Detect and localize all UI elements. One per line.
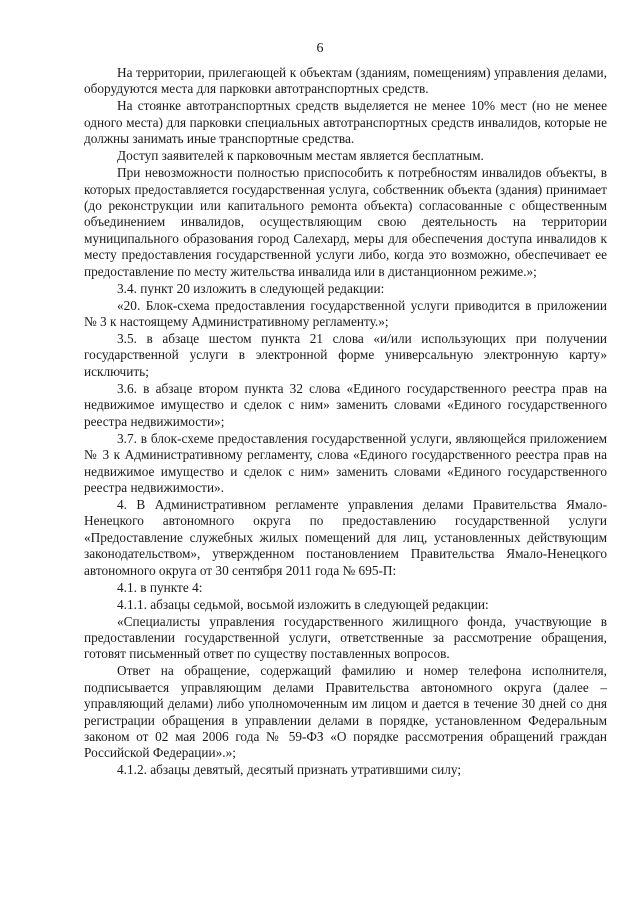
paragraph: «20. Блок-схема предоставления государственной услуги приводится в приложении № 3 к настоящему Административному регламенту.»; [84, 297, 607, 330]
paragraph: 3.7. в блок-схеме предоставления государственной услуги, являющейся приложением № 3 к Административному регламенту, слова «Единого государственного реестра прав на недвижимое имущество и сделок с ним» заменить словами «Единого государственного реестра недвижимости». [84, 430, 607, 495]
paragraph: 3.4. пункт 20 изложить в следующей редакции: [117, 280, 385, 296]
document-body [84, 65, 607, 779]
paragraph: 4.1.2. абзацы девятый, десятый признать утратившими силу; [117, 762, 462, 778]
paragraph: Ответ на обращение, содержащий фамилию и номер телефона исполнителя, подписывается управляющим делами Правительства автономного округа (далее – управляющий делами) либо уполномоченным им лицом и дается в течение 30 дней со дня регистрации обращения в управлении делами в порядке, установленном Федеральным законом от 02 мая 2006 года № 59-ФЗ «О порядке рассмотрения обращений граждан Российской Федерации».»; [84, 663, 607, 761]
paragraph: 4.1. в пункте 4: [117, 579, 203, 595]
page-number: 6 [316, 41, 324, 56]
paragraph: «Специалисты управления государственного жилищного фонда, участвующие в предоставлении государственной услуги, ответственные за рассмотрение обращения, готовят письменный ответ по существу поставленных вопросов. [84, 613, 607, 662]
paragraph: На стоянке автотранспортных средств выделяется не менее 10% мест (но не менее одного места) для парковки специальных автотранспортных средств инвалидов, которые не должны занимать иные транспортные средства. [84, 98, 607, 147]
paragraph: На территории, прилегающей к объектам (зданиям, помещениям) управления делами, оборудуются места для парковки автотранспортных средств. [84, 65, 607, 97]
paragraph: При невозможности полностью приспособить к потребностям инвалидов объекты, в которых предоставляется государственная услуга, собственник объекта (здания) принимает (до реконструкции или капитального ремонта объекта) согласованные с общественным объединением инвалидов, осуществляющим свою деятельность на территории муниципального образования город Салехард, меры для обеспечения доступа инвалидов к месту предоставления государственной услуги либо, когда это возможно, обеспечивает ее предоставление по месту жительства инвалида или в дистанционном режиме.»; [84, 165, 607, 279]
paragraph: Доступ заявителей к парковочным местам является бесплатным. [117, 148, 484, 164]
paragraph: 3.6. в абзаце втором пункта 32 слова «Единого государственного реестра прав на недвижимое имущество и сделок с ним» заменить словами «Единого государственного реестра недвижимости»; [84, 380, 607, 429]
paragraph: 4. В Административном регламенте управления делами Правительства Ямало-Ненецкого автономного округа по предоставлению государственной услуги «Предоставление служебных жилых помещений для лиц, установленных действующим законодательством», утвержденном постановлением Правительства Ямало-Ненецкого автономного округа от 30 сентября 2011 года № 695-П: [84, 496, 607, 578]
paragraph: 3.5. в абзаце шестом пункта 21 слова «и/или использующих при получении государственной услуги в электронной форме универсальную электронную карту» исключить; [84, 331, 607, 379]
paragraph: 4.1.1. абзацы седьмой, восьмой изложить в следующей редакции: [117, 596, 489, 612]
